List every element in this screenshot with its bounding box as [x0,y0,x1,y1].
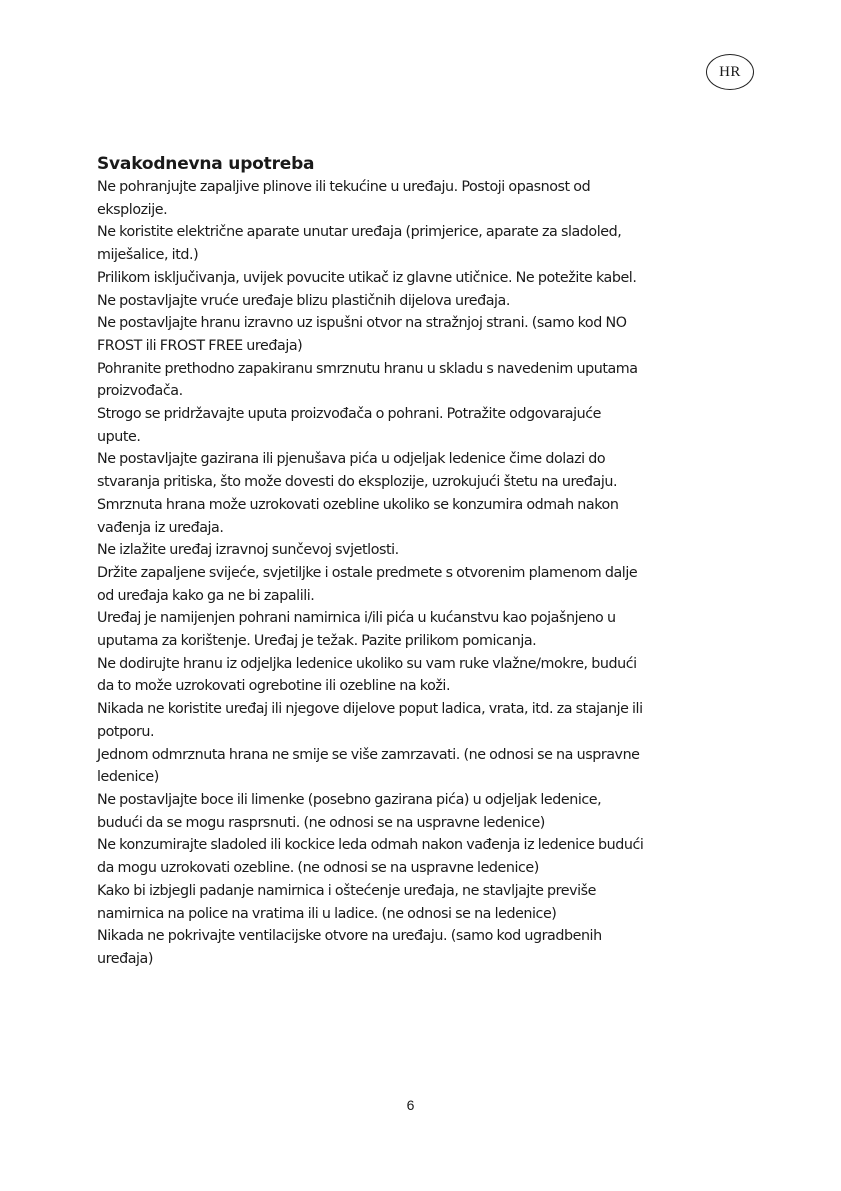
paragraph [97,925,747,970]
paragraph [97,221,747,266]
line: Strogo se pridržavajte uputa proizvođača o pohrani. Potražite odgovarajuće [97,406,601,423]
line: Ne postavljajte hranu izravno uz ispušni otvor na stražnjoj strani. (samo kod NO [97,315,627,332]
paragraph [97,358,747,403]
line: Ne koristite električne aparate unutar uređaja (primjerice, aparate za sladoled, [97,224,622,241]
line: upute. [97,428,141,445]
line: uputama za korištenje. Uređaj je težak. Pazite prilikom pomicanja. [97,633,537,650]
paragraph-list [97,176,747,971]
section-title: Svakodnevna upotreba [97,154,315,174]
line: Jednom odmrznuta hrana ne smije se više zamrzavati. (ne odnosi se na uspravne [97,746,640,763]
paragraph [97,698,747,743]
line: Pohranite prethodno zapakiranu smrznutu hranu u skladu s navedenim uputama [97,360,638,377]
line: Ne postavljajte boce ili limenke (posebno gazirana pića) u odjeljak ledenice, [97,791,602,808]
line: uređaja) [97,950,153,967]
line: Ne dodirujte hranu iz odjeljka ledenice ukoliko su vam ruke vlažne/mokre, budući [97,655,637,672]
paragraph [97,290,747,313]
paragraph [97,448,747,493]
line: miješalice, itd.) [97,247,199,264]
paragraph [97,607,747,652]
paragraph [97,880,747,925]
line: da to može uzrokovati ogrebotine ili ozebline na koži. [97,678,451,695]
line: proizvođača. [97,383,183,400]
line: Držite zapaljene svijeće, svjetiljke i ostale predmete s otvorenim plamenom dalje [97,564,638,581]
line: FROST ili FROST FREE uređaja) [97,337,303,354]
line: Prilikom isključivanja, uvijek povucite utikač iz glavne utičnice. Ne potežite kabel. [97,269,637,286]
line: Nikada ne pokrivajte ventilacijske otvore na uređaju. (samo kod ugradbenih [97,928,602,945]
line: Uređaj je namijenjen pohrani namirnica i/ili pića u kućanstvu kao pojašnjeno u [97,610,616,627]
line: Nikada ne koristite uređaj ili njegove dijelove poput ladica, vrata, itd. za stajanje ili [97,701,643,718]
line: Kako bi izbjegli padanje namirnica i oštećenje uređaja, ne stavljajte previše [97,882,597,899]
line: potporu. [97,723,155,740]
line: vađenja iz uređaja. [97,519,224,536]
paragraph [97,789,747,834]
line: eksplozije. [97,201,168,218]
paragraph [97,834,747,879]
paragraph [97,744,747,789]
line: namirnica na police na vratima ili u ladice. (ne odnosi se na ledenice) [97,905,557,922]
paragraph [97,403,747,448]
paragraph [97,312,747,357]
line: ledenice) [97,769,159,786]
line: budući da se mogu rasprsnuti. (ne odnosi se na uspravne ledenice) [97,814,545,831]
line: Ne pohranjujte zapaljive plinove ili tekućine u uređaju. Postoji opasnost od [97,179,591,195]
paragraph [97,176,747,221]
line: Ne postavljajte gazirana ili pjenušava pića u odjeljak ledenice čime dolazi do [97,451,606,468]
line: da mogu uzrokovati ozebline. (ne odnosi se na uspravne ledenice) [97,860,539,877]
paragraph [97,539,747,562]
line: Ne postavljajte vruće uređaje blizu plastičnih dijelova uređaja. [97,292,510,309]
section-daily-use [97,152,747,971]
line: Ne konzumirajte sladoled ili kockice leda odmah nakon vađenja iz ledenice budući [97,837,644,854]
paragraph [97,267,747,290]
paragraph [97,562,747,607]
line: Smrznuta hrana može uzrokovati ozebline ukoliko se konzumira odmah nakon [97,496,619,513]
page-number: 6 [406,1097,415,1113]
language-badge: HR [706,54,754,90]
paragraph [97,653,747,698]
paragraph [97,494,747,539]
line: od uređaja kako ga ne bi zapalili. [97,587,315,604]
line: stvaranja pritiska, što može dovesti do eksplozije, uzrokujući štetu na uređaju. [97,474,618,491]
line: Ne izlažite uređaj izravnoj sunčevoj svjetlosti. [97,542,399,559]
